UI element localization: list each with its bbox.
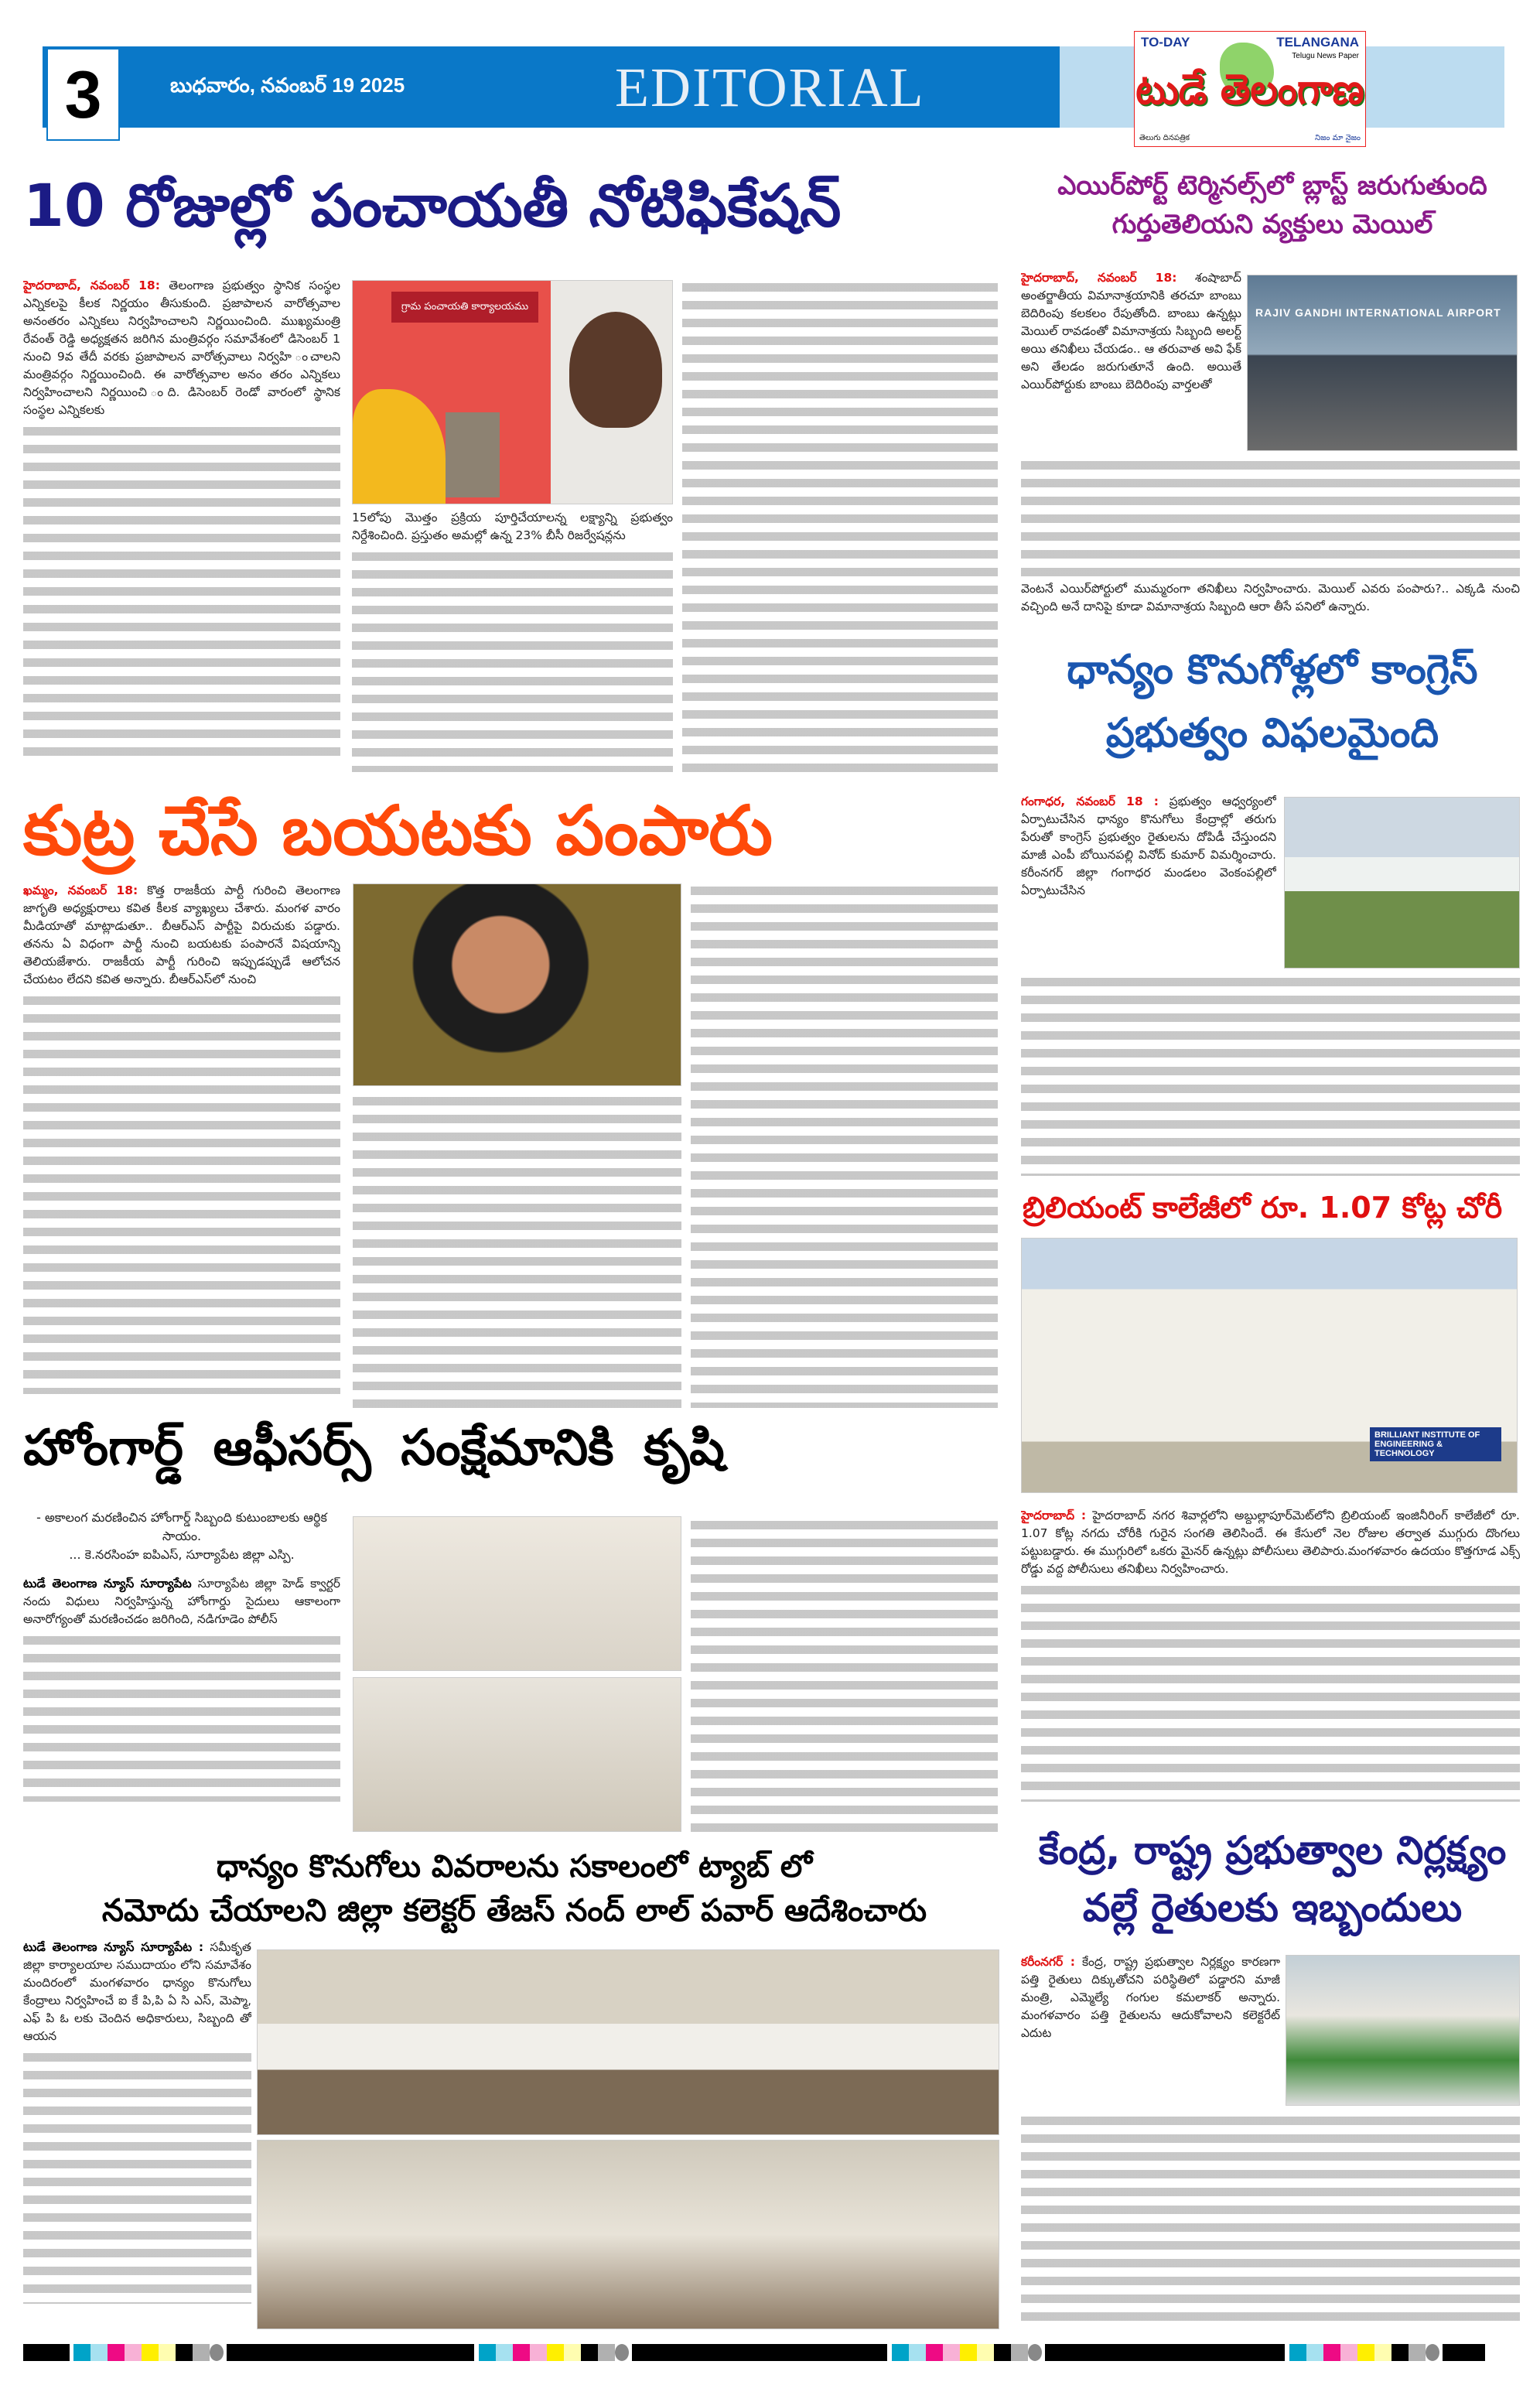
article-text: 15లోపు మొత్తం ప్రక్రియ పూర్తిచేయాలన్న లక్ష్యాన్ని ప్రభుత్వం నిర్దేశించింది. ప్రస్తుతం అమల్లో ఉన్న 23% బీసీ రిజర్వేషన్లను: [352, 511, 673, 542]
article-homeguard-col1: [23, 1509, 340, 1833]
subhead: ... కె.నరసింహ ఐపిఎస్, సూర్యాపేట జిల్లా ఎస్పి.: [69, 1547, 295, 1562]
article-text: హైదరాబాద్ నగర శివార్లలోని అబ్దుల్లాపూర్‌మెట్‌లోని బ్రిలియంట్ ఇంజినీరింగ్ కాలేజీలో రూ. 1.07 కోట్ల నగదు చోరీకి గురైన సంగతి తెలిసిందే. ఈ కేసులో నెల రోజుల తర్వాత ముగ్గురు దొంగలు పట్టుబడ్డారు. ఈ ముగ్గురిలో ఒకరు మైనర్ ఉన్నట్లు పోలీసులు తెలిపారు.మంగళవారం ఉదయం కొత్తగూడ ఎక్స్ రోడ్డు వద్ద పోలీసులు తనిఖీలు నిర్వహించారు.: [1021, 1509, 1520, 1576]
print-registration-strip: [23, 2344, 1531, 2361]
dateline: ఖమ్మం, నవంబర్ 18:: [23, 883, 138, 897]
article-text: కొత్త రాజకీయ పార్టీ గురించి తెలంగాణ జాగృతి అధ్యక్షురాలు కవిత కీలక వ్యాఖ్యలు చేశారు. మంగళ వారం మీడియాతో మాట్లాడుతూ.. బీఆర్ఎస్ పార్టీపై విరుచుకు పడ్డారు. తనను ఏ విధంగా పార్టీ నుంచి బయటకు పంపారనే విషయాన్ని తెలియజేశారు. రాజకీయ పార్టీ గురించి ఇప్పుడప్పుడే ఆలోచన చేయటం లేదని కవిత అన్నారు. బీఆర్ఎస్‌లో నుంచి: [23, 883, 340, 986]
text-lines: [23, 422, 340, 763]
article-cotton-col2: [1021, 2112, 1520, 2330]
headline-collector: [23, 1845, 1006, 1935]
article-text: సమీకృత జిల్లా కార్యాలయాల సముదాయం లోని సమావేశం మందిరంలో మంగళవారం ధాన్యం కొనుగోలు కేంద్రాలు నిర్వహించే ఐ కే పి,పి ఏ సి ఎస్, మెప్మా, ఎఫ్ పి ఓ లకు చెందిన అధికారులు, సిబ్బంది తో ఆయన: [23, 1940, 251, 2043]
photo-cotton-protest: [1286, 1955, 1520, 2106]
issue-date: బుధవారం, నవంబర్ 19 2025: [170, 73, 405, 97]
dateline: టుడే తెలంగాణ న్యూస్ సూర్యాపేట :: [23, 1940, 204, 1954]
article-kavitha-col3: [691, 882, 998, 1408]
article-panchayat-col1: [23, 277, 340, 774]
article-text: వెంటనే ఎయిర్‌పోర్టులో ముమ్మరంగా తనిఖీలు నిర్వహించారు. మెయిల్ ఎవరు పంపారు?.. ఎక్కడి నుంచి వచ్చింది అనే దానిపై కూడా విమానాశ్రయ సిబ్బంది ఆరా తీసే పనిలో ఉన్నారు.: [1021, 582, 1520, 613]
headline-paddy-congress: ధాన్యం కొనుగోళ్లలో కాంగ్రెస్ ప్రభుత్వం విఫలమైంది: [1067, 647, 1478, 757]
article-kavitha-col1: [23, 882, 340, 1408]
article-panchayat-col3: [682, 278, 998, 774]
logo-tagline-right: నిజం మా నైజం: [1315, 134, 1361, 142]
newspaper-logo: [1134, 31, 1366, 147]
logo-left-tag: TO-DAY: [1141, 35, 1190, 50]
map-shape: [353, 389, 446, 504]
article-paddy-col2: [1021, 973, 1520, 1176]
headline-panchayat: 10 రోజుల్లో పంచాయతీ నోటిఫికేషన్: [23, 171, 842, 240]
logo-right-tag: TELANGANA: [1276, 35, 1359, 50]
photo-sign: RAJIV GANDHI INTERNATIONAL AIRPORT: [1255, 306, 1501, 319]
dateline: కరీంనగర్ :: [1021, 1955, 1075, 1969]
text-lines: [23, 992, 340, 1394]
headline-line: నమోదు చేయాలని జిల్లా కలెక్టర్ తేజస్ నంద్ లాల్ పవార్ ఆదేశించారు: [101, 1893, 927, 1929]
article-collector: [23, 1939, 251, 2329]
text-lines: [1021, 1581, 1520, 1802]
photo-collector-meeting-2: [257, 2140, 999, 2329]
article-text: ప్రభుత్వం ఆధ్వర్యంలో ఏర్పాటుచేసిన ధాన్యం కొనుగోలు కేంద్రాల్లో తరుగు పేరుతో కాంగ్రెస్ ప్రభుత్వం రైతులను దోపిడీ చేస్తుందని మాజీ ఎంపీ బోయినపల్లి వినోద్ కుమార్ విమర్శించారు. కరీంనగర్ జిల్లా గంగాధర మండలం వెంకంపల్లిలో ఏర్పాటుచేసిన: [1021, 794, 1276, 897]
ballot-box-icon: [446, 412, 500, 497]
dateline: గంగాధర, నవంబర్ 18 :: [1021, 794, 1159, 808]
text-lines: [352, 548, 673, 772]
photo-kavitha: [353, 883, 681, 1086]
logo-name: టుడే తెలంగాణ: [1135, 65, 1364, 114]
article-airport-col1: [1021, 269, 1241, 455]
dateline: హైదరాబాద్, నవంబర్ 18:: [1021, 271, 1177, 285]
photo-panchayat-election: [352, 280, 673, 504]
article-homeguard-col3: [691, 1516, 998, 1833]
article-kavitha-col2: [353, 1092, 681, 1408]
section-title: EDITORIAL: [615, 56, 925, 118]
article-text: శంషాబాద్ అంతర్జాతీయ విమానాశ్రయానికి తరచూ బాంబు బెదిరింపు కలకలం రేపుతోంది. బాంబు ఉన్నట్లు మెయిల్ రావడంతో విమానాశ్రయ సిబ్బంది అలర్ట్ అయి తనిఖీలు చేయడం.. ఆ తరువాత అవి ఫేక్ అని తేలడం జరుగుతూనే ఉంది. అయితే ఎయిర్‌పోర్టుకు బాంబు బెదిరింపు వార్తలతో: [1021, 271, 1241, 391]
photo-sign: గ్రామ పంచాయతి కార్యాలయము: [391, 292, 538, 323]
article-paddy-col1: [1021, 793, 1276, 967]
headline-homeguard: హోంగార్డ్ ఆఫీసర్స్ సంక్షేమానికి కృషి: [23, 1420, 725, 1477]
headline-cotton-farmers: కేంద్ర, రాష్ట్ర ప్రభుత్వాల నిర్లక్ష్యం వల్లే రైతులకు ఇబ్బందులు: [1038, 1828, 1507, 1930]
photo-collector-meeting-1: [257, 1949, 999, 2135]
logo-tagline-left: తెలుగు దినపత్రిక: [1139, 134, 1190, 142]
article-text: సూర్యాపేట జిల్లా హెడ్ క్వార్టర్ నందు విధులు నిర్వహిస్తున్న హోంగార్డు సైదులు ఆకాలంగా అనారోగ్యంతో మరణించడం జరిగింది, నడిగూడెం పోలీస్: [23, 1577, 340, 1626]
photo-paddy-visit: [1284, 797, 1520, 969]
photo-homeguard-2: [353, 1677, 681, 1832]
photo-airport: [1247, 275, 1518, 451]
person-photo: [569, 312, 662, 428]
dateline: హైదరాబాద్ :: [1021, 1509, 1087, 1522]
headline-kavitha: కుట్ర చేసే బయటకు పంపారు: [23, 791, 773, 870]
headline-line: ధాన్యం కొనుగోలు వివరాలను సకాలంలో ట్యాబ్ లో: [216, 1849, 813, 1884]
subhead: - అకాలంగ మరణించిన హోంగార్డ్ సిబ్బంది కుటుంబాలకు ఆర్థిక సాయం.: [36, 1510, 327, 1543]
logo-subtitle: Telugu News Paper: [1292, 52, 1359, 60]
headline-brilliant-theft: బ్రిలియంట్ కాలేజీలో రూ. 1.07 కోట్ల చోరీ: [1023, 1191, 1503, 1225]
article-brilliant: [1021, 1507, 1520, 1805]
article-cotton-col1: [1021, 1953, 1280, 2108]
page-number: 3: [46, 48, 120, 141]
dateline: టుడే తెలంగాణ న్యూస్ సూర్యాపేట: [23, 1577, 192, 1591]
dateline: హైదరాబాద్, నవంబర్ 18:: [23, 278, 160, 292]
text-lines: [23, 2048, 251, 2304]
text-lines: [23, 1632, 340, 1802]
headline-airport: ఎయిర్‌పోర్ట్ టెర్మినల్స్‌లో బ్లాస్ట్ జరుగుతుంది గుర్తుతెలియని వ్యక్తులు మెయిల్: [1057, 170, 1487, 240]
article-airport-col2: [1021, 456, 1520, 623]
article-panchayat-col2: [352, 509, 673, 774]
photo-sign: BRILLIANT INSTITUTE OF ENGINEERING & TECHNOLOGY: [1370, 1427, 1501, 1461]
article-text: తెలంగాణ ప్రభుత్వం స్థానిక సంస్థల ఎన్నికలపై కీలక నిర్ణయం తీసుకుంది. ప్రజాపాలన వారోత్సవాల అనంతరం ఎన్నికలు నిర్వహించాలని నిర్ణయించింది. ముఖ్యమంత్రి రేవంత్ రెడ్డి అధ్యక్షతన జరిగిన మంత్రివర్గం సమావేశంలో డిసెంబర్ 1 నుంచి 9వ తేదీ వరకు ప్రజాపాలన వారోత్సవాలు నిర్వహి ంచాలని మంత్రివర్గం నిర్ణయించింది. ఈ వారోత్సవాల అనం తరం ఎన్నికలు నిర్వహించాలని నిర్ణయించి ంది. డిసెంబర్ రెండో వారంలో స్థానిక సంస్థల ఎన్నికలకు: [23, 278, 340, 417]
text-lines: [1021, 456, 1520, 580]
photo-brilliant-college: [1021, 1238, 1518, 1493]
photo-homeguard-1: [353, 1516, 681, 1671]
article-text: కేంద్ర, రాష్ట్ర ప్రభుత్వాల నిర్లక్ష్యం కారణగా పత్తి రైతులు దిక్కుతోచని పరిస్థితిలో పడ్డారని మాజీ మంత్రి, ఎమ్మెల్యే గంగుల కమలాకర్ అన్నారు. మంగళవారం పత్తి రైతులను ఆదుకోవాలని కలెక్టరేట్ ఎదుట: [1021, 1955, 1280, 2040]
